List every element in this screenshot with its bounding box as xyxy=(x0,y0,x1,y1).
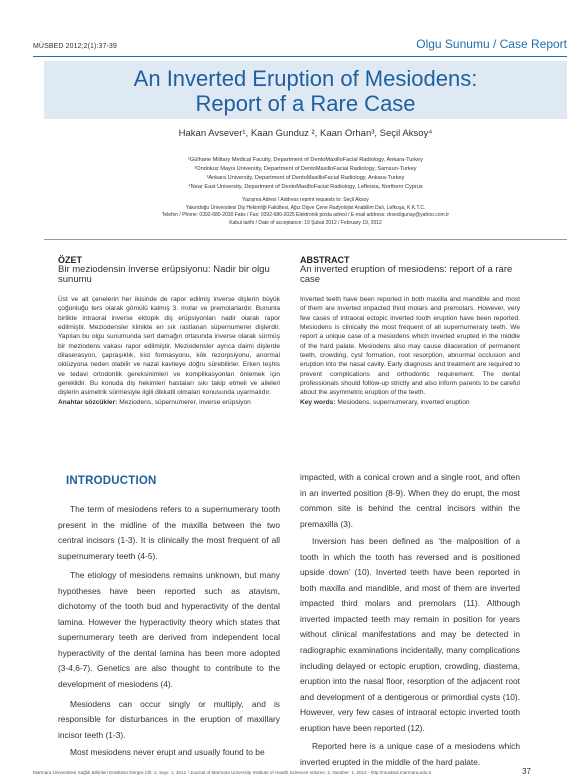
introduction-left-column xyxy=(58,502,280,761)
affiliation: ³Ankara University, Department of DentoMaxilloFacial Radiology, Ankara-Turkey xyxy=(206,175,405,181)
affiliation: ⁴Near East University, Department of DentoMaxilloFacial Radiology, Lefkosia, Northern Cyprus xyxy=(188,184,423,190)
correspondence-line: Yakındoğu Üniversitesi Diş Hekimliği Fakültesi, Ağız Dişve Çene Radyolojisi Anabilim Dalı, Lefkoşa, K.K.T.C. xyxy=(185,204,426,211)
paragraph: Inversion has been defined as ‘the malposition of a tooth in which the tooth has reversed and is positioned upside down’ (10). Inverted teeth have been reported in both maxilla and mandible, and most of them are inverted impacted third molars and premolars (11). Although inverted impacted teeth may remain in position for years without clinical manifestations and may be detected in radiographic examinations incidentally, many complications including delayed or ectopic eruption, crowding, diastema, eruption into the nasal floor, resorption of the adjacent root and development of a dentigerous or primordial cysts (10). However, very few cases of intraoral ectopic inverted tooth eruption have been reported (12). xyxy=(300,536,520,733)
title-line-2: Report of a Rare Case xyxy=(195,91,416,116)
introduction-right-column xyxy=(300,470,520,770)
abstract-keywords xyxy=(300,398,520,407)
paragraph: Most mesiodens never erupt and usually found to be xyxy=(70,747,265,758)
correspondence-line: Kabul tarihi / Date of acceptance: 19 Şubat 2012 / February 19, 2012 xyxy=(229,219,382,226)
paragraph: impacted, with a conical crown and a single root, and often in an inverted position (8-9). When they do erupt, the most common site is behind the central incisors within the premaxilla (3). xyxy=(300,472,520,529)
ozet-keywords xyxy=(58,398,280,407)
correspondence-line: Telefon / Phone: 0392-680-2030 Faks / Fax: 0392-680-2025 Elektronik posta adresi / E-mail address: drsecilgunay@yahoo.com.tr xyxy=(161,212,450,219)
section-label: Olgu Sunumu / Case Report xyxy=(416,37,567,51)
authors: Hakan Avsever¹, Kaan Gunduz ², Kaan Orhan³, Seçil Aksoy⁴ xyxy=(178,128,433,139)
abstract-subtitle: An inverted eruption of mesiodens: report of a rare case xyxy=(300,264,513,285)
title-line-1: An Inverted Eruption of Mesiodens: xyxy=(133,66,478,91)
ozet-label: ÖZET xyxy=(58,255,82,265)
abstract-keywords-label: Key words: xyxy=(300,398,336,406)
page-number: 37 xyxy=(522,767,531,776)
correspondence-line: Yazışma Adresi / Address reprint requests to: Seçil Aksoy xyxy=(242,197,369,203)
footer-text: Marmara Üniversitesi Sağlık Bilimleri Enstitüsü Dergisi Cilt: 2, Sayı: 1, 2012 / Journal of Marmara University Institute of Health Sciences Volume: 2, Number: 1, 2012 - http://musbed.marmara.edu.tr xyxy=(33,770,432,775)
paragraph: The etiology of mesiodens remains unknown, but many hypotheses have been reported such as atavism, dichotomy of the tooth bud and hyperactivity of the dental lamina. However the hyperactivity theory which states that supernumerary teeth are derived from independent local hyperactivity of the dental lamina has been more adopted (3-4,6-7). Genetics are also thought to contribute to the development of mesiodens (4). xyxy=(58,570,280,690)
abstract-section xyxy=(300,255,520,407)
affiliation: ¹Gülhane Military Medical Faculty, Department of DentoMaxilloFacial Radiology, Ankara-Turkey xyxy=(188,157,423,163)
ozet-keywords-text: Meziodens, süpernumerer, inverse erüpsiyon xyxy=(117,398,251,406)
correspondence xyxy=(44,197,567,227)
paragraph: Mesiodens can occur singly or multiply, and is responsible for disturbances in the eruption of maxillary incisor teeth (1-3). xyxy=(58,698,280,740)
journal-citation: MÜSBED 2012;2(1):37-39 xyxy=(33,43,117,50)
ozet-subtitle: Bir meziodensin inverse erüpsiyonu: Nadir bir olgu sunumu xyxy=(58,264,270,285)
introduction-heading: INTRODUCTION xyxy=(66,475,157,487)
affiliations xyxy=(44,156,567,192)
affiliation: ²Ondokuz Mayıs University, Department of DentoMaxilloFacial Radiology, Samsun-Turkey xyxy=(194,166,417,172)
paragraph: The term of mesiodens refers to a supernumerary tooth present in the midline of the maxilla between the two central incisors (1-3). It is clinically the most frequent of all supernumerary teeth (4-5). xyxy=(58,504,280,561)
abstract-body: Inverted teeth have been reported in both maxilla and mandible and most of them are inverted impacted third molars and premolars. However, very few cases of intraoral ectopic inverted tooth eruption have been reported. Mesiodens is clinically the most frequent of all supernumerary teeth. We report a unique case of a mesiodens which inverted erupted in the middle of the hard palate. Mesiodens also may cause dilaceration of permanent teeth, crowding, cyst formation, root resorption, abnormal occlusion and eruption into the nasal cavity. Early diagnosis and treatment are required to prevent complications and orthodontic requirement. The dental professionals should follow-up strictly and also inform parents to be careful about the asymmetric eruption of the teeth. xyxy=(300,296,520,397)
header-rule xyxy=(33,56,567,57)
article-title xyxy=(44,66,567,116)
ozet-body: Üst ve alt çenelerin her ikisinde de rapor edilmiş inverse dişlerin büyük çoğunluğu ters olarak gömülü kalmış 3. molar ve premolarlardır. Bununla birlikte intraoral inverse ektopik diş erüpsiyonları nadir olarak rapor edilmiştir. Meziodensler klinikte en sık rastlanan süpernumerer dişlerdir. Yapılan bu olgu sunumunda sert damağın ortasında inverse olarak sürmüş bir meziodens vakası rapor edilmiştir. Meziodensler ayrıca daimi dişlerde dilaserasyon, çapraşıklık, kist formasyonu, kök rezorpsiyonu, anormal oklüzyona neden olabilir ve nazal kaviteye doğru sürebilirler. Erken teşhis ve tedavi ortodontik gereksinimleri ve komplikasyonları önlemek için gereklidir. Bu konuda diş hekimleri hastaları sıkı takip etmeli ve aileleri dişlerin asimetrik sürmesiyle ilgili dikkatli olmaları konusunda uyarmalıdır. xyxy=(58,296,280,397)
paragraph: Reported here is a unique case of a mesiodens which inverted erupted in the middle of the hard palate. xyxy=(300,741,520,767)
abstract-keywords-text: Mesiodens, supernumerary, inverted eruption xyxy=(335,398,470,406)
ozet-keywords-label: Anahtar sözcükler: xyxy=(58,398,118,406)
abstract-label: ABSTRACT xyxy=(300,255,350,265)
divider xyxy=(44,239,567,240)
ozet-section xyxy=(58,255,280,407)
